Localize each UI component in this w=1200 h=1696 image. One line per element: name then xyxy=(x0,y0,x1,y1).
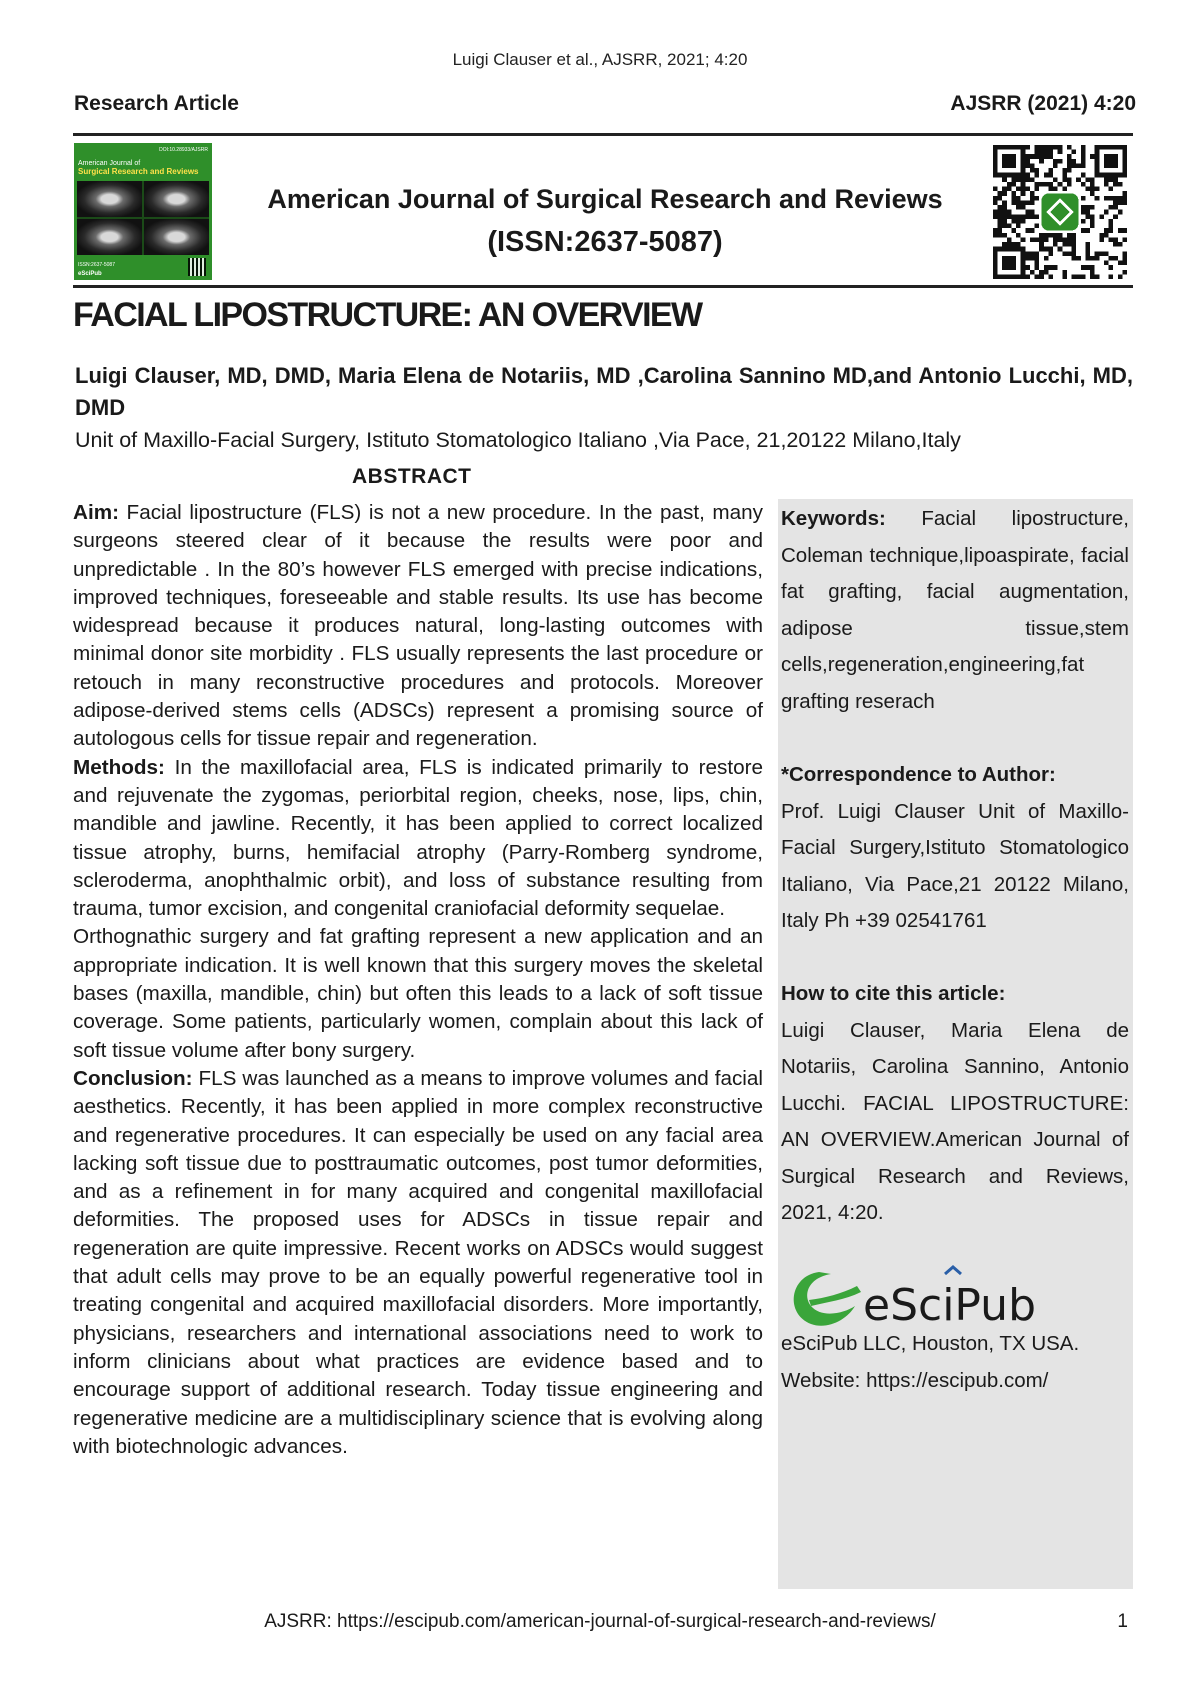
page-number: 1 xyxy=(1117,1611,1128,1632)
publisher-website: Website: https://escipub.com/ xyxy=(781,1368,1049,1392)
cover-issn: ISSN:2637-5087 xyxy=(78,262,115,268)
abstract-conclusion xyxy=(73,1065,763,1461)
article-type: Research Article xyxy=(74,92,239,115)
aim-text: Facial lipostructure (FLS) is not a new procedure. In the past, many surgeons steered clear of it because the results were poor and unpredictable . In the 80’s however FLS emerged with precise indications, improved techniques, foreseeable and stable results. Its use has become widespread because it produces natural, long-lasting outcomes with minimal donor site morbidity . FLS usually represents the last procedure or retouch in many reconstructive procedures and protocols. Moreover adipose-derived stems cells (ADSCs) represent a promising source of autologous cells for tissue repair and regeneration. xyxy=(73,501,763,751)
header-rule-top xyxy=(73,133,1133,136)
keywords-block xyxy=(781,501,1129,720)
article-reference: AJSRR (2021) 4:20 xyxy=(950,92,1136,115)
publisher-block xyxy=(781,1326,1129,1399)
ct-scan-image xyxy=(77,219,142,255)
ct-scan-image xyxy=(77,181,142,217)
author-affiliation: Unit of Maxillo-Facial Surgery, Istituto Stomatologico Italiano ,Via Pace, 21,20122 Milano,Italy xyxy=(75,428,961,452)
ct-scan-image xyxy=(144,219,209,255)
keywords-text: Facial lipostructure, Coleman technique,lipoaspirate, facial fat grafting, facial augmentation, adipose tissue,stem cells,regeneration,engineering,fat grafting reserach xyxy=(781,507,1129,713)
abstract-methods xyxy=(73,754,763,924)
conclusion-label: Conclusion: xyxy=(73,1066,193,1090)
correspondence-text: Prof. Luigi Clauser Unit of Maxillo-Facial Surgery,Istituto Stomatologico Italiano, Via Pace,21 20122 Milano, Italy Ph +39 02541761 xyxy=(781,799,1129,932)
conclusion-text: FLS was launched as a means to improve volumes and facial aesthetics. Recently, it has been applied in more complex reconstructive and regenerative procedures. It can especially be used on any facial area lacking soft tissue due to posttraumatic outcomes, post tumor deformities, and as a refinement in for many acquired and congenital maxillofacial deformities. The proposed uses for ADSCs in tissue repair and regeneration are quite impressive. Recent works on ADSCs would suggest that adult cells may prove to be an equally powerful regenerative tool in treating congenital and acquired maxillofacial disorders. More importantly, physicians, researchers and international associations need to work to inform clinicians about what practices are evidence based and to encourage support of additional research. Today tissue engineering and regenerative medicine are a multidisciplinary science that is evolving along with biotechnologic advances. xyxy=(73,1066,763,1458)
journal-cover-image xyxy=(74,143,212,280)
footer-journal-url: AJSRR: https://escipub.com/american-journal-of-surgical-research-and-reviews/ xyxy=(264,1611,936,1632)
citation-text: Luigi Clauser, Maria Elena de Notariis, Carolina Sannino, Antonio Lucchi. FACIAL LIPOSTRUCTURE: AN OVERVIEW.American Journal of Surgical Research and Reviews, 2021, 4:20. xyxy=(781,1018,1129,1224)
logo-hat-icon xyxy=(945,1267,961,1274)
abstract-orthognathic: Orthognathic surgery and fat grafting represent a new application and an appropriate indication. It is well known that this surgery moves the skeletal bases (maxilla, mandible, chin) but often this leads to a lack of soft tissue coverage. Some patients, particularly women, complain about this lack of soft tissue volume after bony surgery. xyxy=(73,925,763,1062)
abstract-body xyxy=(73,499,763,1461)
ct-scan-image xyxy=(144,181,209,217)
citation-label: How to cite this article: xyxy=(781,982,1006,1005)
methods-label: Methods: xyxy=(73,755,165,779)
running-head: Luigi Clauser et al., AJSRR, 2021; 4:20 xyxy=(452,50,748,69)
cover-qr-icon xyxy=(188,258,206,276)
article-title: FACIAL LIPOSTRUCTURE: AN OVERVIEW xyxy=(73,296,702,334)
citation-block xyxy=(781,976,1129,1232)
methods-text: In the maxillofacial area, FLS is indicated primarily to restore and rejuvenate the zygomas, periorbital region, cheeks, nose, lips, chin, mandible and jawline. Recently, it has been applied to correct localized tissue atrophy, burns, hemifacial atrophy (Parry-Romberg syndrome, scleroderma, anophthalmic orbit), and loss of substance resulting from trauma, tumor excision, and congenital craniofacial deformity sequelae. xyxy=(73,755,763,921)
header-rule-bottom xyxy=(73,285,1133,288)
qr-code-icon xyxy=(993,145,1127,279)
cover-title-line1: American Journal of xyxy=(78,160,141,167)
cover-publisher: eSciPub xyxy=(78,271,102,277)
publisher-text: eSciPub LLC, Houston, TX USA. xyxy=(781,1332,1080,1355)
cover-scan-grid xyxy=(77,181,209,255)
journal-name: American Journal of Surgical Research and Reviews xyxy=(267,184,943,214)
aim-label: Aim: xyxy=(73,501,119,524)
journal-issn: (ISSN:2637-5087) xyxy=(487,226,723,258)
author-list: Luigi Clauser, MD, DMD, Maria Elena de Notariis, MD ,Carolina Sannino MD,and Antonio Lucchi, MD, DMD xyxy=(75,363,1133,420)
cover-doi: DOI:10.28933/AJSRR xyxy=(159,147,208,153)
abstract-heading: ABSTRACT xyxy=(352,465,472,488)
cover-title xyxy=(78,160,199,177)
correspondence-label: *Correspondence to Author: xyxy=(781,763,1056,786)
keywords-label: Keywords: xyxy=(781,507,886,530)
info-sidebar xyxy=(778,499,1133,1589)
cover-title-line2: Surgical Research and Reviews xyxy=(78,167,199,176)
abstract-aim xyxy=(73,499,763,754)
logo-text: eSciPub xyxy=(863,1280,1036,1331)
correspondence-block xyxy=(781,757,1129,940)
logo-swoosh-icon xyxy=(809,1286,861,1306)
